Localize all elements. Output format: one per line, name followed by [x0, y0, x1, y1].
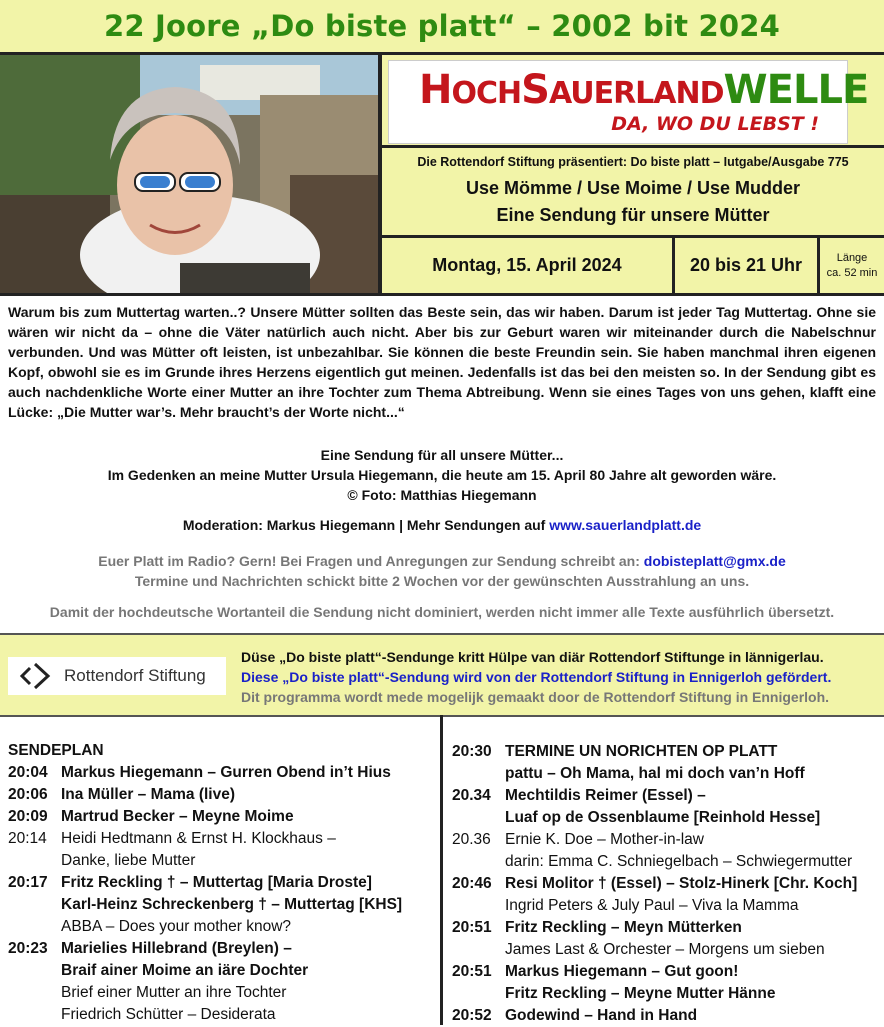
schedule-row: Luaf op de Ossenblaume [Reinhold Hesse] [505, 809, 821, 826]
rottendorf-logo [8, 657, 226, 695]
logo-wordmark: HOCHSAUERLANDWELLE [419, 67, 869, 113]
schedule-row: 20:06 Ina Müller – Mama (live) [8, 786, 235, 803]
schedule-row: 20:46 Resi Molitor † (Essel) – Stolz-Hinerk [Chr. Koch] [452, 875, 858, 892]
schedule-row: James Last & Orchester – Morgens um sieben [505, 941, 825, 958]
schedule-row: 20:17 Fritz Reckling † – Muttertag [Maria Droste] [8, 874, 372, 891]
schedule-row: 20:51 Markus Hiegemann – Gut goon! [452, 963, 739, 980]
schedule-right [452, 741, 882, 1027]
schedule-row: Ingrid Peters & July Paul – Viva la Mamma [505, 897, 799, 914]
show-length: Länge ca. 52 min [826, 251, 878, 279]
show-info-panel [382, 55, 884, 293]
schedule-row: 20:04 Markus Hiegemann – Gurren Obend in’t Hius [8, 764, 391, 781]
intro-text: Warum bis zum Muttertag warten..? Unsere Mütter sollten das Beste sein, das wir haben. Darum ist jeder Tag Muttertag. Ohne sie wären wir nicht da – ohne die Väter natürlich auch nicht. Aber bis zur Geburt waren wir miteinander durch die Nabelschnur verbunden. Und was Mütter oft leisten, ist unbezahlbar. Sie können die beste Freundin sein. Sie haben manchmal ihren eigenen Kopf, obwohl sie es im Grunde ihres Herzens eigentlich gut meinen. Jedenfalls ist das bei den meisten so. In der Sendung gibt es auch nachdenkliche Worte einer Mutter an ihre Tochter zum Thema Abtreibung. Wenn sie eines Tages von uns gehen, klafft eine Lücke: „Die Mutter war’s. Mehr braucht’s der Worte nicht...“ [8, 304, 876, 420]
moderation-line: Moderation: Markus Hiegemann | Mehr Sendungen auf www.sauerlandplatt.de [182, 517, 702, 533]
title-bar [0, 0, 884, 52]
broadcast-date: Montag, 15. April 2024 [432, 255, 622, 275]
sponsor-band [0, 633, 884, 717]
presents-line: Die Rottendorf Stiftung präsentiert: Do biste platt – Iutgabe/Ausgabe 775 [417, 155, 849, 169]
hochsauerlandwelle-logo [388, 60, 869, 144]
schedule-row: darin: Emma C. Schniegelbach – Schwiegermutter [505, 853, 853, 870]
divider [382, 145, 884, 148]
schedule-left [8, 740, 433, 1026]
schedule-row: Danke, liebe Mutter [61, 852, 196, 869]
schedule-row: Brief einer Mutter an ihre Tochter [61, 984, 287, 1001]
show-title: Use Mömme / Use Moime / Use Mudder Eine Sendung für unsere Mütter [465, 178, 801, 225]
translation-note: Damit der hochdeutsche Wortanteil die Sendung nicht dominiert, werden nicht immer alle Texte ausführlich übersetzt. [49, 604, 835, 620]
schedule-row: Braif ainer Moime an iäre Dochter [61, 962, 309, 979]
schedule-row: Karl-Heinz Schreckenberg † – Muttertag [KHS] [61, 896, 403, 913]
broadcast-time: 20 bis 21 Uhr [689, 255, 803, 275]
sponsor-text: Düse „Do biste platt“-Sendunge kritt Hülpe van diär Rottendorf Stiftunge in lännigerlau. Diese „Do biste platt“-Sendung wird von der Rottendorf Stiftung in Ennigerloh gefördert. Dit programma wordt mede mogelijk gemaakt door de Rottendorf Stiftung in Ennigerloh. [241, 649, 832, 705]
page-title: 22 Joore „Do biste platt“ – 2002 bit 2024 [103, 9, 781, 43]
logo-text: Rottendorf Stiftung [64, 666, 206, 685]
schedule-row: 20:14 Heidi Hedtmann & Ernst H. Klockhaus – [8, 830, 336, 847]
schedule-row: 20:09 Martrud Becker – Meyne Moime [8, 808, 294, 825]
contact-info: Euer Platt im Radio? Gern! Bei Fragen und Anregungen zur Sendung schreibt an: dobisteplatt@gmx.de Termine und Nachrichten schickt bitte 2 Wochen vor der gewünschten Ausstrahlung an uns. [98, 553, 786, 589]
schedule-row: 20.34 Mechtildis Reimer (Essel) – [452, 787, 706, 804]
divider [440, 715, 443, 1025]
schedule-row: 20:30 TERMINE UN NORICHTEN OP PLATT [452, 743, 778, 760]
schedule-row: ABBA – Does your mother know? [61, 918, 292, 935]
schedule-row: 20:23 Marielies Hillebrand (Breylen) – [8, 940, 292, 957]
schedule-row: Fritz Reckling – Meyne Mutter Hänne [505, 985, 776, 1002]
schedule-row: 20:51 Fritz Reckling – Meyn Mütterken [452, 919, 742, 936]
diamond-icon [18, 662, 52, 690]
portrait-photo [0, 55, 378, 293]
schedule-title: SENDEPLAN [8, 742, 104, 759]
dedication: Eine Sendung für all unsere Mütter... Im Gedenken an meine Mutter Ursula Hiegemann, die heute am 15. April 80 Jahre alt geworden wäre. © Foto: Matthias Hiegemann [107, 447, 777, 503]
schedule-row: Friedrich Schütter – Desiderata [61, 1006, 276, 1023]
schedule-row: pattu – Oh Mama, hal mi doch van’n Hoff [505, 765, 805, 782]
schedule-row: 20:52 Godewind – Hand in Hand [452, 1007, 698, 1024]
logo-slogan: DA, WO DU LEBST ! [611, 113, 819, 135]
schedule-row: 20.36 Ernie K. Doe – Mother-in-law [452, 831, 704, 848]
website-link[interactable]: www.sauerlandplatt.de [549, 517, 702, 533]
divider [0, 293, 884, 296]
email-link[interactable]: dobisteplatt@gmx.de [643, 553, 786, 569]
